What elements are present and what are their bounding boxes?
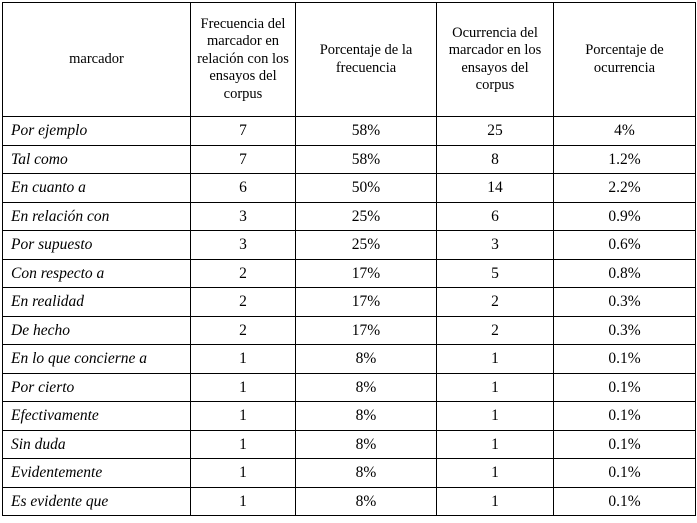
cell-marcador: Evidentemente xyxy=(3,459,191,488)
cell-marcador: Con respecto a xyxy=(3,259,191,288)
cell-porcentaje-ocurrencia: 0.1% xyxy=(554,430,696,459)
cell-porcentaje-frecuencia: 58% xyxy=(296,117,437,146)
cell-ocurrencia: 3 xyxy=(437,231,554,260)
cell-marcador: En relación con xyxy=(3,202,191,231)
cell-marcador: En realidad xyxy=(3,288,191,317)
cell-porcentaje-frecuencia: 58% xyxy=(296,145,437,174)
cell-frecuencia: 6 xyxy=(191,174,296,203)
marker-frequency-table xyxy=(2,2,696,516)
table-row xyxy=(3,487,696,516)
cell-marcador: Por cierto xyxy=(3,373,191,402)
cell-marcador: En cuanto a xyxy=(3,174,191,203)
header-ocurrencia: Ocurrencia del marcador en los ensayos del corpus xyxy=(437,3,554,117)
cell-ocurrencia: 1 xyxy=(437,345,554,374)
cell-frecuencia: 2 xyxy=(191,316,296,345)
cell-frecuencia: 1 xyxy=(191,459,296,488)
table-row xyxy=(3,259,696,288)
cell-porcentaje-frecuencia: 17% xyxy=(296,259,437,288)
cell-porcentaje-frecuencia: 8% xyxy=(296,459,437,488)
cell-porcentaje-ocurrencia: 0.9% xyxy=(554,202,696,231)
table-header xyxy=(3,3,696,117)
cell-porcentaje-ocurrencia: 0.1% xyxy=(554,402,696,431)
cell-frecuencia: 1 xyxy=(191,402,296,431)
table-row xyxy=(3,288,696,317)
cell-porcentaje-frecuencia: 50% xyxy=(296,174,437,203)
table-row xyxy=(3,373,696,402)
cell-frecuencia: 1 xyxy=(191,345,296,374)
cell-porcentaje-frecuencia: 8% xyxy=(296,430,437,459)
cell-frecuencia: 2 xyxy=(191,259,296,288)
cell-porcentaje-frecuencia: 25% xyxy=(296,231,437,260)
cell-frecuencia: 7 xyxy=(191,117,296,146)
cell-porcentaje-frecuencia: 8% xyxy=(296,402,437,431)
cell-ocurrencia: 14 xyxy=(437,174,554,203)
cell-marcador: Por supuesto xyxy=(3,231,191,260)
table-row xyxy=(3,402,696,431)
table-row xyxy=(3,316,696,345)
cell-ocurrencia: 1 xyxy=(437,402,554,431)
cell-marcador: Sin duda xyxy=(3,430,191,459)
cell-ocurrencia: 5 xyxy=(437,259,554,288)
header-row xyxy=(3,3,696,117)
cell-porcentaje-frecuencia: 25% xyxy=(296,202,437,231)
cell-porcentaje-frecuencia: 8% xyxy=(296,345,437,374)
cell-porcentaje-ocurrencia: 0.1% xyxy=(554,487,696,516)
cell-frecuencia: 7 xyxy=(191,145,296,174)
cell-frecuencia: 1 xyxy=(191,373,296,402)
table-row xyxy=(3,117,696,146)
table-row xyxy=(3,459,696,488)
cell-porcentaje-frecuencia: 17% xyxy=(296,288,437,317)
header-frecuencia: Frecuencia del marcador en relación con los ensayos del corpus xyxy=(191,3,296,117)
cell-ocurrencia: 8 xyxy=(437,145,554,174)
cell-frecuencia: 3 xyxy=(191,231,296,260)
cell-ocurrencia: 1 xyxy=(437,373,554,402)
cell-porcentaje-ocurrencia: 0.1% xyxy=(554,373,696,402)
table-row xyxy=(3,231,696,260)
cell-porcentaje-ocurrencia: 0.3% xyxy=(554,316,696,345)
cell-ocurrencia: 1 xyxy=(437,430,554,459)
table-row xyxy=(3,174,696,203)
cell-ocurrencia: 2 xyxy=(437,316,554,345)
cell-porcentaje-ocurrencia: 2.2% xyxy=(554,174,696,203)
cell-porcentaje-frecuencia: 17% xyxy=(296,316,437,345)
cell-marcador: Por ejemplo xyxy=(3,117,191,146)
table-row xyxy=(3,202,696,231)
cell-porcentaje-ocurrencia: 0.1% xyxy=(554,459,696,488)
cell-marcador: De hecho xyxy=(3,316,191,345)
cell-ocurrencia: 2 xyxy=(437,288,554,317)
cell-ocurrencia: 6 xyxy=(437,202,554,231)
cell-porcentaje-ocurrencia: 0.8% xyxy=(554,259,696,288)
table-row xyxy=(3,145,696,174)
cell-porcentaje-ocurrencia: 0.6% xyxy=(554,231,696,260)
cell-frecuencia: 2 xyxy=(191,288,296,317)
table-row xyxy=(3,345,696,374)
table-row xyxy=(3,430,696,459)
cell-porcentaje-frecuencia: 8% xyxy=(296,487,437,516)
cell-porcentaje-ocurrencia: 0.1% xyxy=(554,345,696,374)
cell-frecuencia: 1 xyxy=(191,430,296,459)
cell-ocurrencia: 1 xyxy=(437,459,554,488)
cell-porcentaje-ocurrencia: 1.2% xyxy=(554,145,696,174)
cell-porcentaje-frecuencia: 8% xyxy=(296,373,437,402)
cell-porcentaje-ocurrencia: 0.3% xyxy=(554,288,696,317)
header-porcentaje-ocurrencia: Porcentaje de ocurrencia xyxy=(554,3,696,117)
cell-marcador: Tal como xyxy=(3,145,191,174)
cell-marcador: Efectivamente xyxy=(3,402,191,431)
header-marcador: marcador xyxy=(3,3,191,117)
cell-porcentaje-ocurrencia: 4% xyxy=(554,117,696,146)
header-porcentaje-frecuencia: Porcentaje de la frecuencia xyxy=(296,3,437,117)
cell-marcador: En lo que concierne a xyxy=(3,345,191,374)
cell-frecuencia: 1 xyxy=(191,487,296,516)
cell-ocurrencia: 1 xyxy=(437,487,554,516)
cell-ocurrencia: 25 xyxy=(437,117,554,146)
table-body xyxy=(3,117,696,516)
cell-frecuencia: 3 xyxy=(191,202,296,231)
cell-marcador: Es evidente que xyxy=(3,487,191,516)
